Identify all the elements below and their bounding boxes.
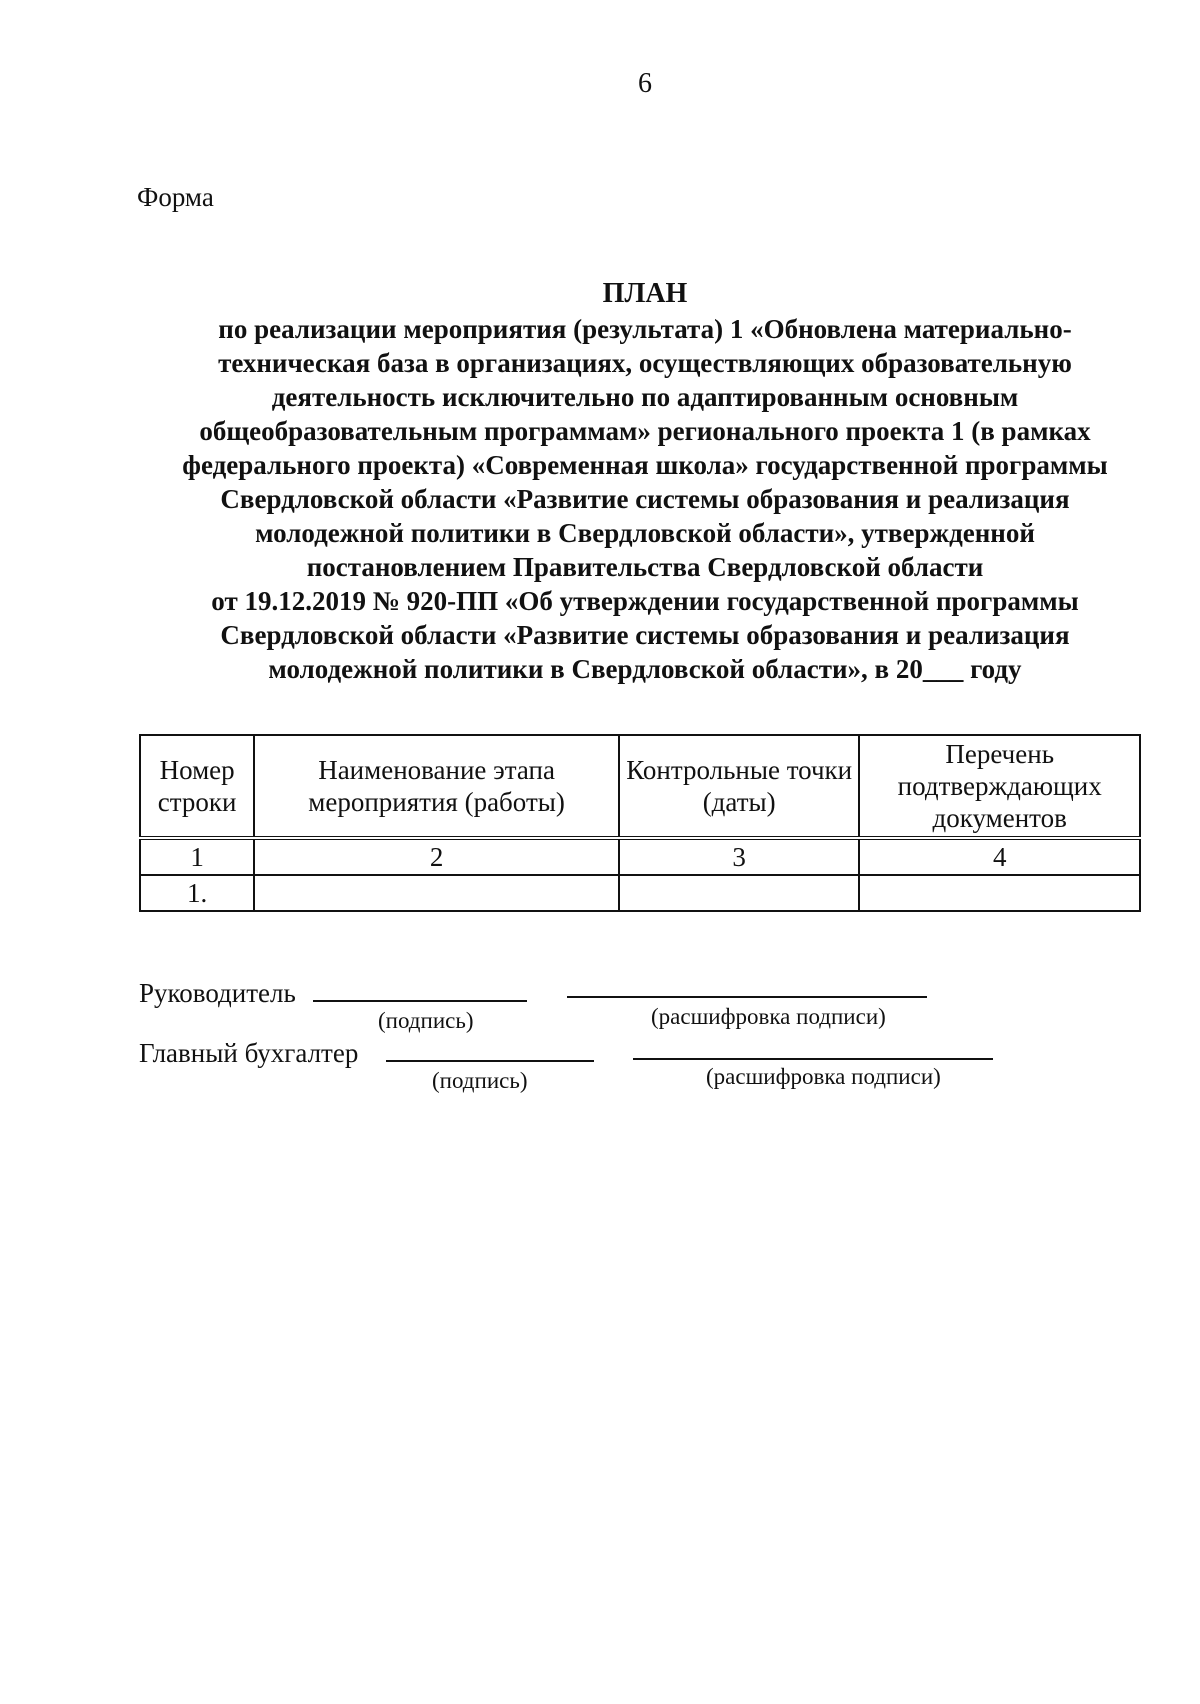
- plan-table: [139, 734, 1141, 912]
- head-signature-caption: (подпись): [378, 1008, 474, 1033]
- subtitle-line: от 19.12.2019 № 920-ПП «Об утверждении государственной программы: [211, 586, 1079, 616]
- accountant-label: Главный бухгалтер: [139, 1038, 359, 1068]
- accountant-decoding-line: [633, 1058, 993, 1060]
- form-label: Форма: [137, 182, 214, 212]
- subtitle-line: федерального проекта) «Современная школа» государственной программы: [182, 450, 1108, 480]
- subtitle-line: техническая база в организациях, осуществляющих образовательную: [218, 348, 1072, 378]
- table-header-row: [140, 735, 1140, 838]
- subtitle-line: постановлением Правительства Свердловской области: [306, 552, 984, 582]
- document-subtitle: [130, 312, 1160, 686]
- column-number: 3: [619, 838, 859, 875]
- table-cell: [254, 875, 619, 911]
- column-number: 1: [140, 838, 254, 875]
- accountant-signature-caption: (подпись): [432, 1068, 528, 1093]
- head-decoding-line: [567, 996, 927, 998]
- table-cell: [859, 875, 1140, 911]
- accountant-signature-line: [386, 1060, 594, 1062]
- table-cell: 1.: [140, 875, 254, 911]
- document-title: ПЛАН: [602, 278, 688, 309]
- header-row-number: Номер строки: [140, 735, 254, 838]
- table-cell: [619, 875, 859, 911]
- accountant-decoding-caption: (расшифровка подписи): [706, 1064, 941, 1089]
- table-row: [140, 875, 1140, 911]
- subtitle-line: молодежной политики в Свердловской области», в 20___ году: [268, 654, 1022, 684]
- subtitle-line: по реализации мероприятия (результата) 1 «Обновлена материально-: [218, 314, 1072, 344]
- page-number: 6: [638, 68, 652, 99]
- column-number: 4: [859, 838, 1140, 875]
- header-documents: Перечень подтверждающих документов: [859, 735, 1140, 838]
- subtitle-line: деятельность исключительно по адаптированным основным: [271, 382, 1019, 412]
- header-checkpoints: Контрольные точки (даты): [619, 735, 859, 838]
- head-signature-line: [313, 1000, 527, 1002]
- header-stage-name: Наименование этапа мероприятия (работы): [254, 735, 619, 838]
- subtitle-line: Свердловской области «Развитие системы образования и реализация: [220, 620, 1070, 650]
- column-number: 2: [254, 838, 619, 875]
- subtitle-line: общеобразовательным программам» регионального проекта 1 (в рамках: [199, 416, 1091, 446]
- subtitle-line: молодежной политики в Свердловской области», утвержденной: [255, 518, 1035, 548]
- head-label: Руководитель: [139, 978, 296, 1008]
- head-decoding-caption: (расшифровка подписи): [651, 1004, 886, 1029]
- subtitle-line: Свердловской области «Развитие системы образования и реализация: [220, 484, 1070, 514]
- column-number-row: [140, 838, 1140, 875]
